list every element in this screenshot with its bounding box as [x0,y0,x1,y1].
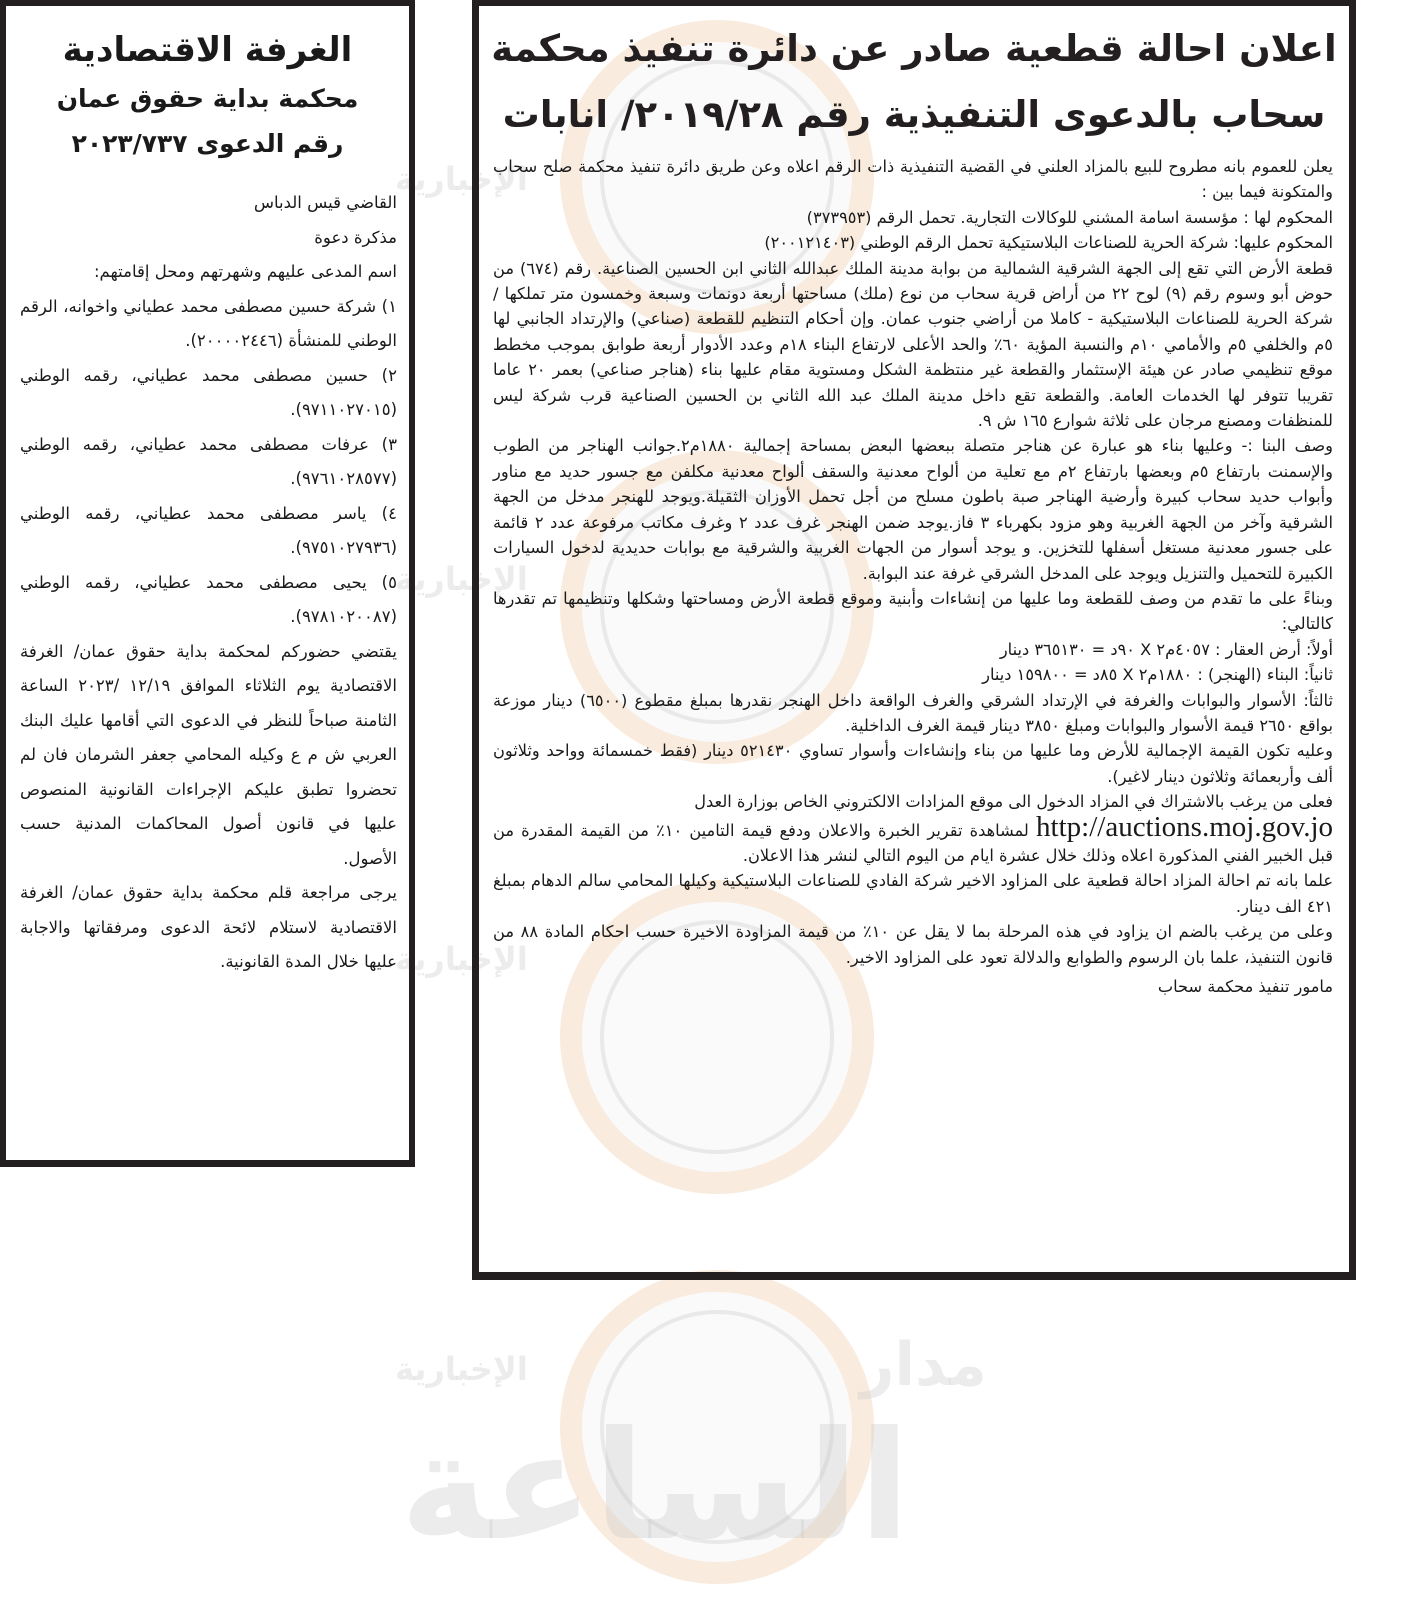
watermark-brand-sub: الإخبارية [395,160,528,198]
signature: مامور تنفيذ محكمة سحاب [1157,977,1333,996]
notice-body [479,148,1349,999]
hearing-details: يقتضي حضوركم لمحكمة بداية حقوق عمان/ الغرفة الاقتصادية يوم الثلاثاء الموافق ١٢/١٩ /٢٠٢٣ الساعة الثامنة صباحاً للنظر في الدعوى التي أقامها عليك البنك العربي ش م ع وكيله المحامي جعفر الشرمان فان لم تحضروا تطبق عليكم الإجراءات القانونية المنصوص عليها في قانون أصول المحاكمات المدنية حسب الأصول. [20,641,398,868]
judgment-creditor: المحكوم لها : مؤسسة اسامة المشني للوكالات التجارية. تحمل الرقم (٣٧٣٩٥٣) [806,207,1333,227]
building-description: وصف البنا :- وعليها بناء هو عبارة عن هناجر متصلة ببعضها البعض بمساحة إجمالية ١٨٨٠م٢.جوانب الهناجر من الطوب والإسمنت بارتفاع ٥م وبعضها بارتفاع ٢م مع تعلية من ألواح معدنية والسقف ألواح معدنية مكلفن مع جسور حديد مع مناور وأبواب حديد سحاب كبيرة وأرضية الهناجر صبة باطون مسلح من أجل تحمل الأوزان الثقيلة.ويوجد للهنجر مدخل من الجهة الشرقية وآخر من الجهة الغربية وهو مزود بكهرباء ٣ فاز.يوجد ضمن الهنجر غرف عدد ٢ وغرف مكاتب مرفوعة عدد ٢ قائمة على جسور معدنية مستغل أسفلها للتخزين. و يوجد أسوار من الجهات الغربية والشرقية مع بوابات حديدية لدخول السيارات الكبيرة للتحميل والتنزيل ويوجد على المدخل الشرقي غرفة عند البوابة. [493,436,1333,583]
notice-title-line-1: اعلان احالة قطعية صادر عن دائرة تنفيذ محكمة [491,27,1337,70]
valuation-walls: ثالثاً: الأسوار والبوابات والغرفة في الإرتداد الشرقي والغرف الواقعة داخل الهنجر نقدرها بمبلغ مقطوع (٦٥٠٠) دينار موزعة بواقع ٢٦٥٠ قيمة الأسوار والبوابات ومبلغ ٣٨٥٠ دينار قيمة الغرف الداخلية. [493,690,1333,735]
watermark-clock-icon [560,1270,874,1584]
judge-name: القاضي قيس الدباس [253,193,397,212]
joining-bid-info: وعلى من يرغب بالضم ان يزاود في هذه المرحلة بما لا يقل عن ١٠٪ من قيمة المزاودة الاخيرة حسب احكام المادة ٨٨ من قانون التنفيذ، علما بان الرسوم والطوابع والدلالة تعود على المزاود الاخير. [493,922,1333,967]
watermark-brand-main: الساعة [400,1400,911,1574]
notice-case-number: رقم الدعوى ٢٠٢٣/٧٣٧ [71,129,344,158]
notice-court-name: محكمة بداية حقوق عمان [56,84,359,113]
watermark-brand-top: مدار [860,1330,987,1400]
auctions-url-link[interactable]: http://auctions.moj.gov.jo [1036,810,1333,843]
valuation-total: وعليه تكون القيمة الإجمالية للأرض وما عليها من بناء وإنشاءات وأسوار تساوي ٥٢١٤٣٠ دينار (فقط خمسمائة وواحد وثلاثون ألف وأربعمائة وثلاثون دينار لاغير). [493,741,1334,786]
url-paragraph [493,810,1333,869]
court-notice-economic-chamber [0,0,415,1167]
watermark-brand-sub: الإخبارية [395,940,528,978]
watermark-brand-sub: الإخبارية [395,1350,528,1388]
participation-info: فعلى من يرغب بالاشتراك في المزاد الدخول الى موقع المزادات الالكتروني الخاص بوزارة العدل [694,792,1333,812]
url-paragraph-text: لمشاهدة تقرير الخبرة والاعلان ودفع قيمة التامين ١٠٪ من القيمة المقدرة من قبل الخبير الفني المذكورة اعلاه وذلك خلال عشرة ايام من اليوم التالي لنشر هذا الاعلان. [493,820,1333,865]
notice-title-line-2: سحاب بالدعوى التنفيذية رقم ٢٠١٩/٢٨/ انابات [502,93,1326,136]
valuation-land: أولاً: أرض العقار : ٤٠٥٧م٢ X ٩٠د = ٣٦٥١٣٠ دينار [999,639,1333,659]
watermark-brand-sub: الإخبارية [395,560,528,598]
notice-title: الغرفة الاقتصادية [62,30,353,70]
award-info: علما بانه تم احالة المزاد احالة قطعية على المزاود الاخير شركة الفادي للصناعات البلاستيكية وكيلها المحامي سالم الدهام بمبلغ ٤٢١ الف دينار. [493,871,1333,916]
intro-paragraph: يعلن للعموم بانه مطروح للبيع بالمزاد العلني في القضية التنفيذية ذات الرقم اعلاه وعن طريق دائرة تنفيذ محكمة صلح سحاب والمتكونة فيما بين : [493,157,1333,202]
summons-label: مذكرة دعوة [314,227,397,247]
defendant-item: ٤) ياسر مصطفى محمد عطياني، رقمه الوطني (٩٧٥١٠٢٧٩٣٦). [20,503,397,557]
defendant-item: ١) شركة حسين مصطفى محمد عطياني واخوانه، الرقم الوطني للمنشأة (٢٠٠٠٠٢٤٤٦). [20,296,397,350]
auction-award-notice [472,0,1356,1280]
defendant-item: ٣) عرفات مصطفى محمد عطياني، رقمه الوطني (٩٧٦١٠٢٨٥٧٧). [20,434,397,488]
defendants-heading: اسم المدعى عليهم وشهرتهم ومحل إقامتهم: [94,262,397,281]
notice-title [489,16,1339,148]
instructions-paragraph: يرجى مراجعة قلم محكمة بداية حقوق عمان/ الغرفة الاقتصادية لاستلام لائحة الدعوى ومرفقاتها والاجابة عليها خلال المدة القانونية. [20,883,397,971]
notice-body [6,166,409,980]
valuation-building: ثانياً: البناء (الهنجر) : ١٨٨٠م٢ X ٨٥د = ١٥٩٨٠٠ دينار [982,665,1333,685]
valuation-intro: وبناءً على ما تقدم من وصف للقطعة وما عليها من إنشاءات وأبنية وموقع قطعة الأرض ومساحتها وشكلها وتنظيمها تم تقدرها كالتالي: [493,588,1333,634]
judgment-debtor: المحكوم عليها: شركة الحرية للصناعات البلاستيكية تحمل الرقم الوطني (٢٠٠١٢١٤٠٣) [764,233,1333,253]
defendant-item: ٢) حسين مصطفى محمد عطياني، رقمه الوطني (٩٧١١٠٢٧٠١٥). [20,365,397,419]
land-description: قطعة الأرض التي تقع إلى الجهة الشرقية الشمالية من بوابة مدينة الملك عبدالله الثاني ابن الحسين الصناعية. رقم (٦٧٤) من حوض أبو وسوم رقم (٩) لوح ٢٢ من أراض قرية سحاب من نوع (ملك) مساحتها أربعة دونمات وسبعة وخمسون متر تملكها / شركة الحرية للصناعات البلاستيكية - كاملا من أراضي جنوب عمان. وإن أحكام التنظيم للقطعة (صناعي) والإرتداد الجانبي لها ٥م والخلفي ٥م والأمامي ١٠م والنسبة المؤية ٦٠٪ والحد الأعلى لارتفاع البناء ١٨م وعدد الأدوار أربعة طوابق بموجب مخطط موقع تنظيمي صادر عن هيئة الإستثمار والقطعة غير منتظمة الشكل ومستوية مقام عليها بناء (هناجر صناعي) بعمر ٢٠ عاما تقريبا تتوفر لها الخدمات العامة. والقطعة تقع داخل مدينة الملك عبد الله الثاني بن الحسين الصناعية قرب شركة ليس للمنظفات ومصنع مرجان على ثلاثة شوارع ١٦٥ ش ٩. [493,258,1333,431]
defendant-item: ٥) يحيى مصطفى محمد عطياني، رقمه الوطني (٩٧٨١٠٢٠٠٨٧). [20,572,397,626]
